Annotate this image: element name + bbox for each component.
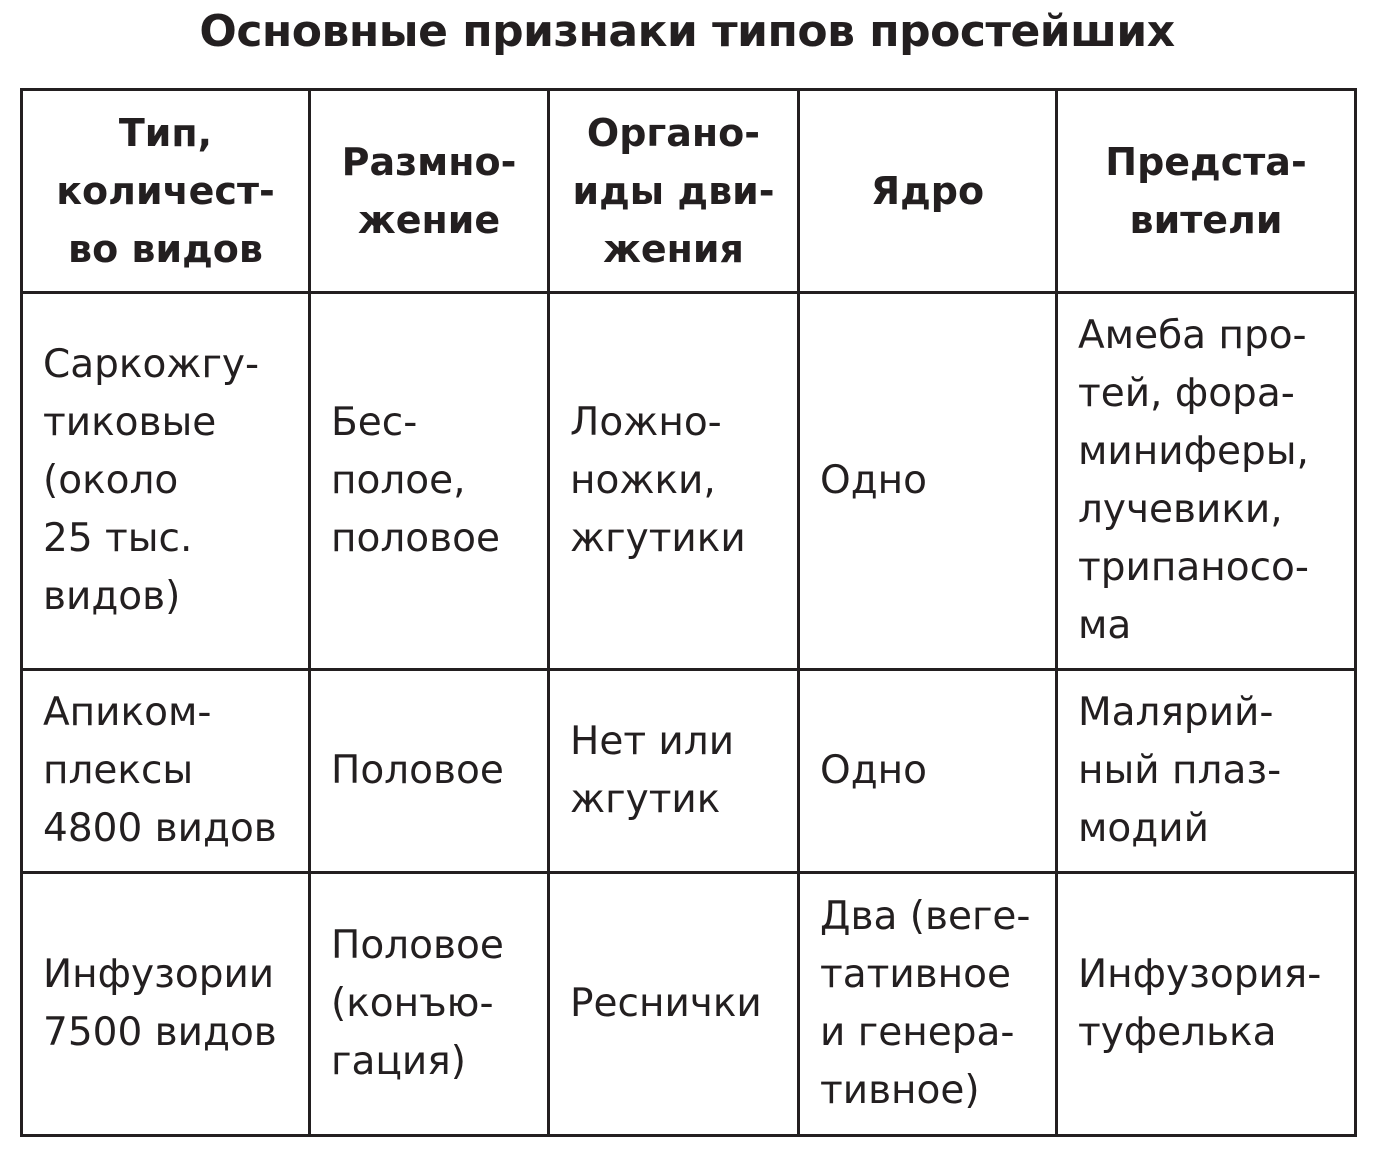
header-line: Ядро [870, 169, 985, 213]
cell-nucleus [799, 670, 1057, 873]
cell-line: ма [1078, 603, 1132, 648]
cell-line: миниферы, [1078, 429, 1309, 474]
table-row [22, 873, 1356, 1136]
cell-line: ножки, [570, 458, 716, 503]
cell-line: Половое [331, 923, 504, 968]
header-line: количест- [56, 169, 275, 213]
cell-type [22, 670, 310, 873]
cell-line: 4800 видов [43, 806, 277, 851]
cell-organelles [549, 670, 799, 873]
cell-line: туфелька [1078, 1010, 1277, 1055]
cell-line: Реснички [570, 981, 762, 1026]
cell-representatives [1057, 293, 1356, 670]
header-nucleus [799, 90, 1057, 293]
cell-representatives [1057, 670, 1356, 873]
table-header-row [22, 90, 1356, 293]
cell-organelles [549, 293, 799, 670]
cell-line: Одно [820, 458, 928, 503]
cell-line: 7500 видов [43, 1010, 277, 1055]
cell-line: Два (веге- [820, 894, 1031, 939]
cell-representatives [1057, 873, 1356, 1136]
cell-type [22, 293, 310, 670]
cell-line: тативное [820, 952, 1012, 997]
cell-reproduction [310, 670, 549, 873]
cell-nucleus [799, 873, 1057, 1136]
cell-nucleus [799, 293, 1057, 670]
cell-line: Одно [820, 748, 928, 793]
cell-line: (около [43, 458, 179, 503]
table-row [22, 670, 1356, 873]
cell-line: плексы [43, 748, 194, 793]
page-title: Основные признаки типов простейших [199, 6, 1175, 57]
cell-line: Инфузория- [1078, 952, 1322, 997]
header-line: во видов [68, 227, 263, 271]
cell-organelles [549, 873, 799, 1136]
header-line: Органо- [586, 111, 761, 155]
header-line: иды дви- [572, 169, 775, 213]
cell-type [22, 873, 310, 1136]
header-line: Предста- [1105, 140, 1307, 184]
cell-line: Апиком- [43, 690, 212, 735]
cell-line: лучевики, [1078, 487, 1283, 532]
cell-line: видов) [43, 574, 181, 619]
header-line: вители [1129, 198, 1283, 242]
cell-line: Бес- [331, 400, 418, 445]
header-line: жение [357, 198, 501, 242]
cell-line: тей, фора- [1078, 371, 1295, 416]
header-reproduction [310, 90, 549, 293]
cell-line: гация) [331, 1039, 466, 1084]
cell-line: ный плаз- [1078, 748, 1282, 793]
cell-line: трипаносо- [1078, 545, 1309, 590]
header-type [22, 90, 310, 293]
cell-line: тивное) [820, 1068, 980, 1113]
cell-line: и генера- [820, 1010, 1015, 1055]
cell-line: Половое [331, 748, 504, 793]
cell-line: Нет или [570, 719, 735, 764]
cell-line: тиковые [43, 400, 217, 445]
cell-line: Малярий- [1078, 690, 1274, 735]
header-representatives [1057, 90, 1356, 293]
header-line: Размно- [341, 140, 517, 184]
protozoa-table [20, 88, 1357, 1137]
cell-reproduction [310, 293, 549, 670]
cell-line: Инфузории [43, 952, 275, 997]
cell-line: Амеба про- [1078, 313, 1307, 358]
cell-line: модий [1078, 806, 1209, 851]
header-line: Тип, [118, 111, 213, 155]
cell-line: 25 тыс. [43, 516, 193, 561]
cell-line: (конъю- [331, 981, 494, 1026]
cell-line: жгутики [570, 516, 746, 561]
table-row [22, 293, 1356, 670]
header-line: жения [603, 227, 744, 271]
cell-line: жгутик [570, 777, 721, 822]
cell-line: Ложно- [570, 400, 722, 445]
cell-reproduction [310, 873, 549, 1136]
cell-line: полое, [331, 458, 466, 503]
cell-line: половое [331, 516, 500, 561]
cell-line: Саркожгу- [43, 342, 260, 387]
header-organelles [549, 90, 799, 293]
